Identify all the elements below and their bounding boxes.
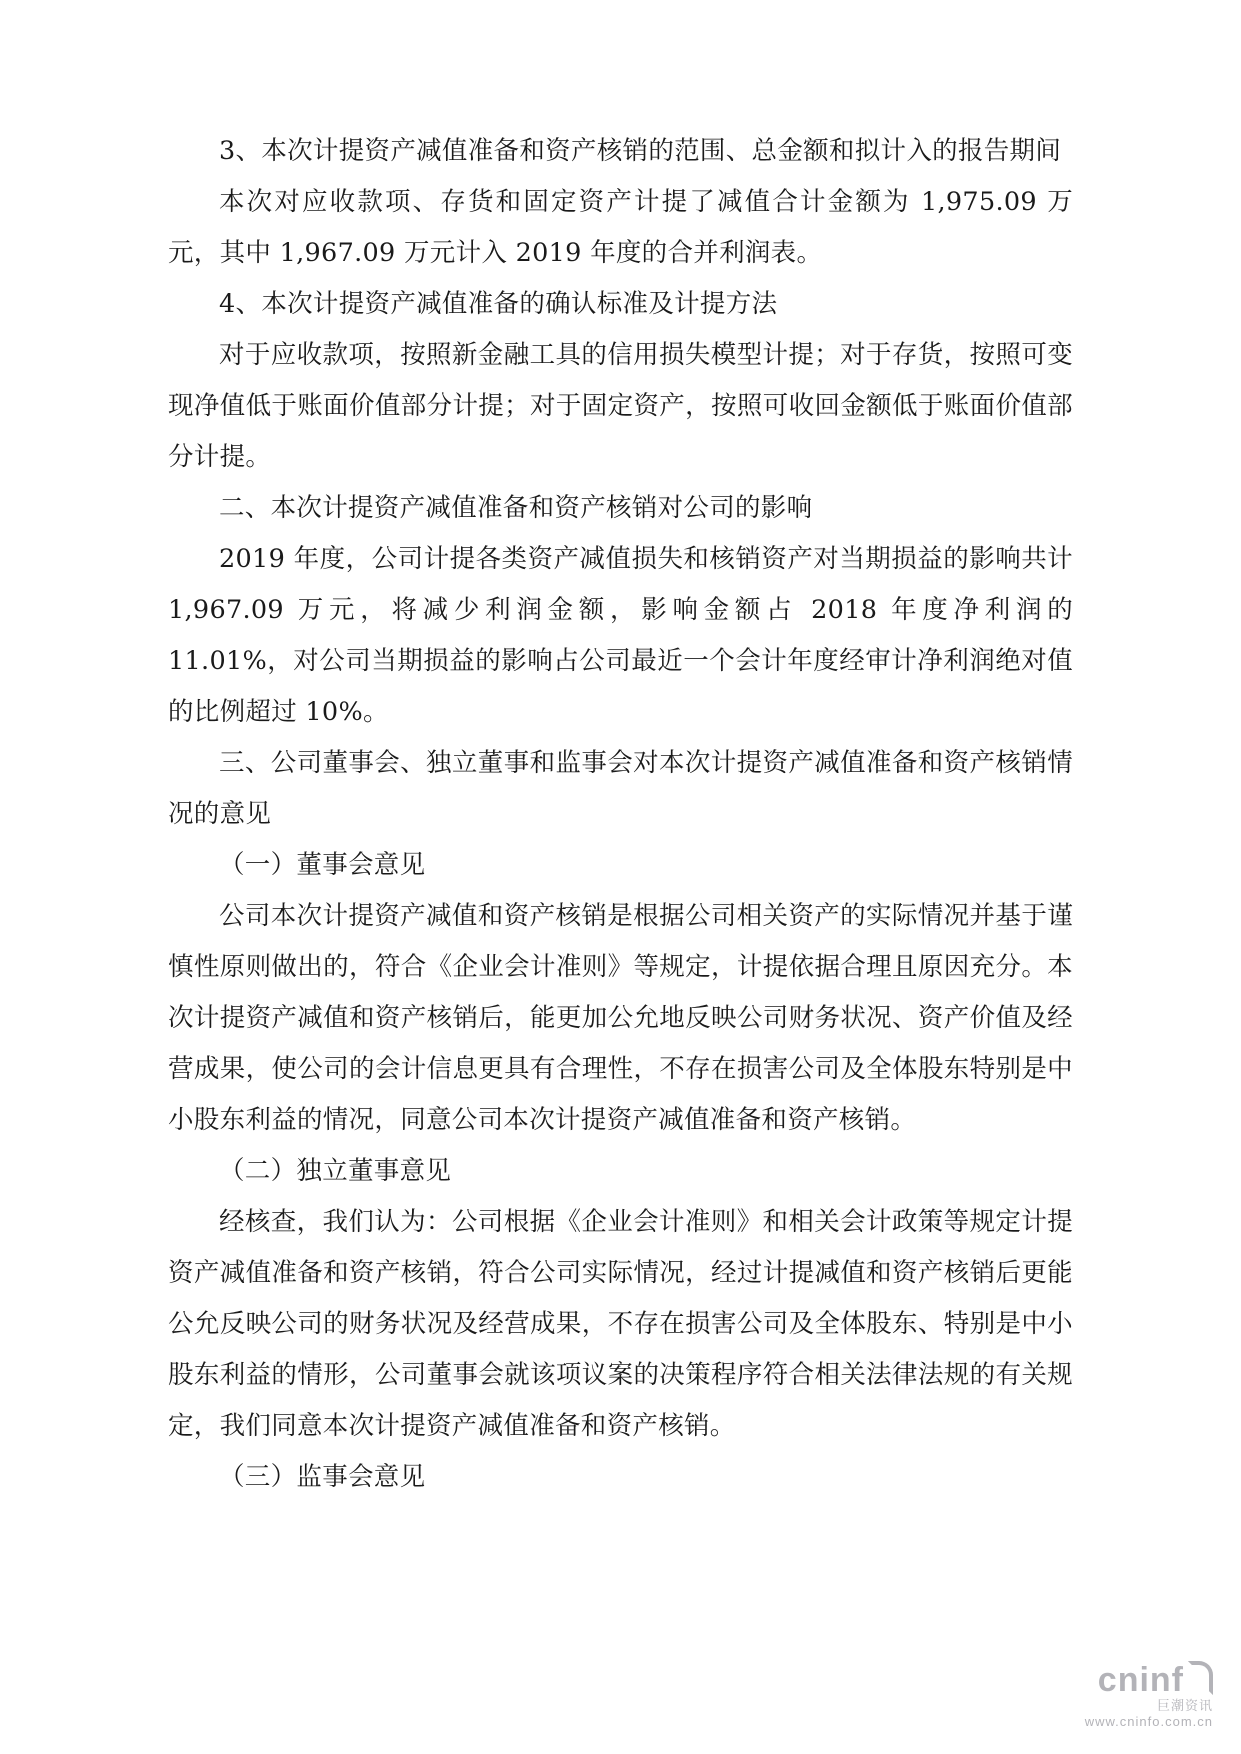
watermark-brand-text: cninf (1097, 1661, 1184, 1699)
paragraph-method: 对于应收款项，按照新金融工具的信用损失模型计提；对于存货，按照可变现净值低于账面价值部分计提；对于固定资产，按照可收回金额低于账面价值部分计提。 (168, 340, 1073, 472)
paragraph-impact: 2019 年度，公司计提各类资产减值损失和核销资产对当期损益的影响共计 1,967.09 万元，将减少利润金额，影响金额占 2018 年度净利润的 11.01%，对公司当期损益的影响占公司最近一个会计年度经审计净利润绝对值的比例超过 10%。 (168, 544, 1073, 727)
paragraph-heading-board-opinion: （一）董事会意见 (219, 850, 426, 880)
paragraph-scope-amount: 本次对应收款项、存货和固定资产计提了减值合计金额为 1,975.09 万元，其中 1,967.09 万元计入 2019 年度的合并利润表。 (168, 187, 1073, 268)
paragraph-independent-director-opinion: 经核查，我们认为：公司根据《企业会计准则》和相关会计政策等规定计提资产减值准备和资产核销，符合公司实际情况，经过计提减值和资产核销后更能公允反映公司的财务状况及经营成果，不存在损害公司及全体股东、特别是中小股东利益的情形，公司董事会就该项议案的决策程序符合相关法律法规的有关规定，我们同意本次计提资产减值准备和资产核销。 (168, 1207, 1073, 1441)
paragraph-heading-section-3: 三、公司董事会、独立董事和监事会对本次计提资产减值准备和资产核销情况的意见 (168, 748, 1073, 829)
document-body (168, 126, 1073, 1503)
paragraph-heading-3: 3、本次计提资产减值准备和资产核销的范围、总金额和拟计入的报告期间 (219, 136, 1062, 166)
watermark-sub-cn: 巨潮资讯 (1156, 1698, 1213, 1713)
watermark-arc-icon (1188, 1661, 1213, 1695)
cninfo-watermark (1053, 1662, 1213, 1730)
watermark-brand-row (1053, 1662, 1213, 1698)
watermark-sub-url: www.cninfo.com.cn (1084, 1714, 1213, 1729)
paragraph-heading-independent-director-opinion: （二）独立董事意见 (219, 1156, 452, 1186)
paragraph-board-opinion: 公司本次计提资产减值和资产核销是根据公司相关资产的实际情况并基于谨慎性原则做出的，符合《企业会计准则》等规定，计提依据合理且原因充分。本次计提资产减值和资产核销后，能更加公允地反映公司财务状况、资产价值及经营成果，使公司的会计信息更具有合理性，不存在损害公司及全体股东特别是中小股东利益的情况，同意公司本次计提资产减值准备和资产核销。 (168, 901, 1073, 1135)
paragraph-heading-section-2: 二、本次计提资产减值准备和资产核销对公司的影响 (219, 493, 813, 523)
paragraph-heading-4: 4、本次计提资产减值准备的确认标准及计提方法 (219, 289, 778, 319)
paragraph-heading-supervisor-opinion: （三）监事会意见 (219, 1462, 426, 1492)
